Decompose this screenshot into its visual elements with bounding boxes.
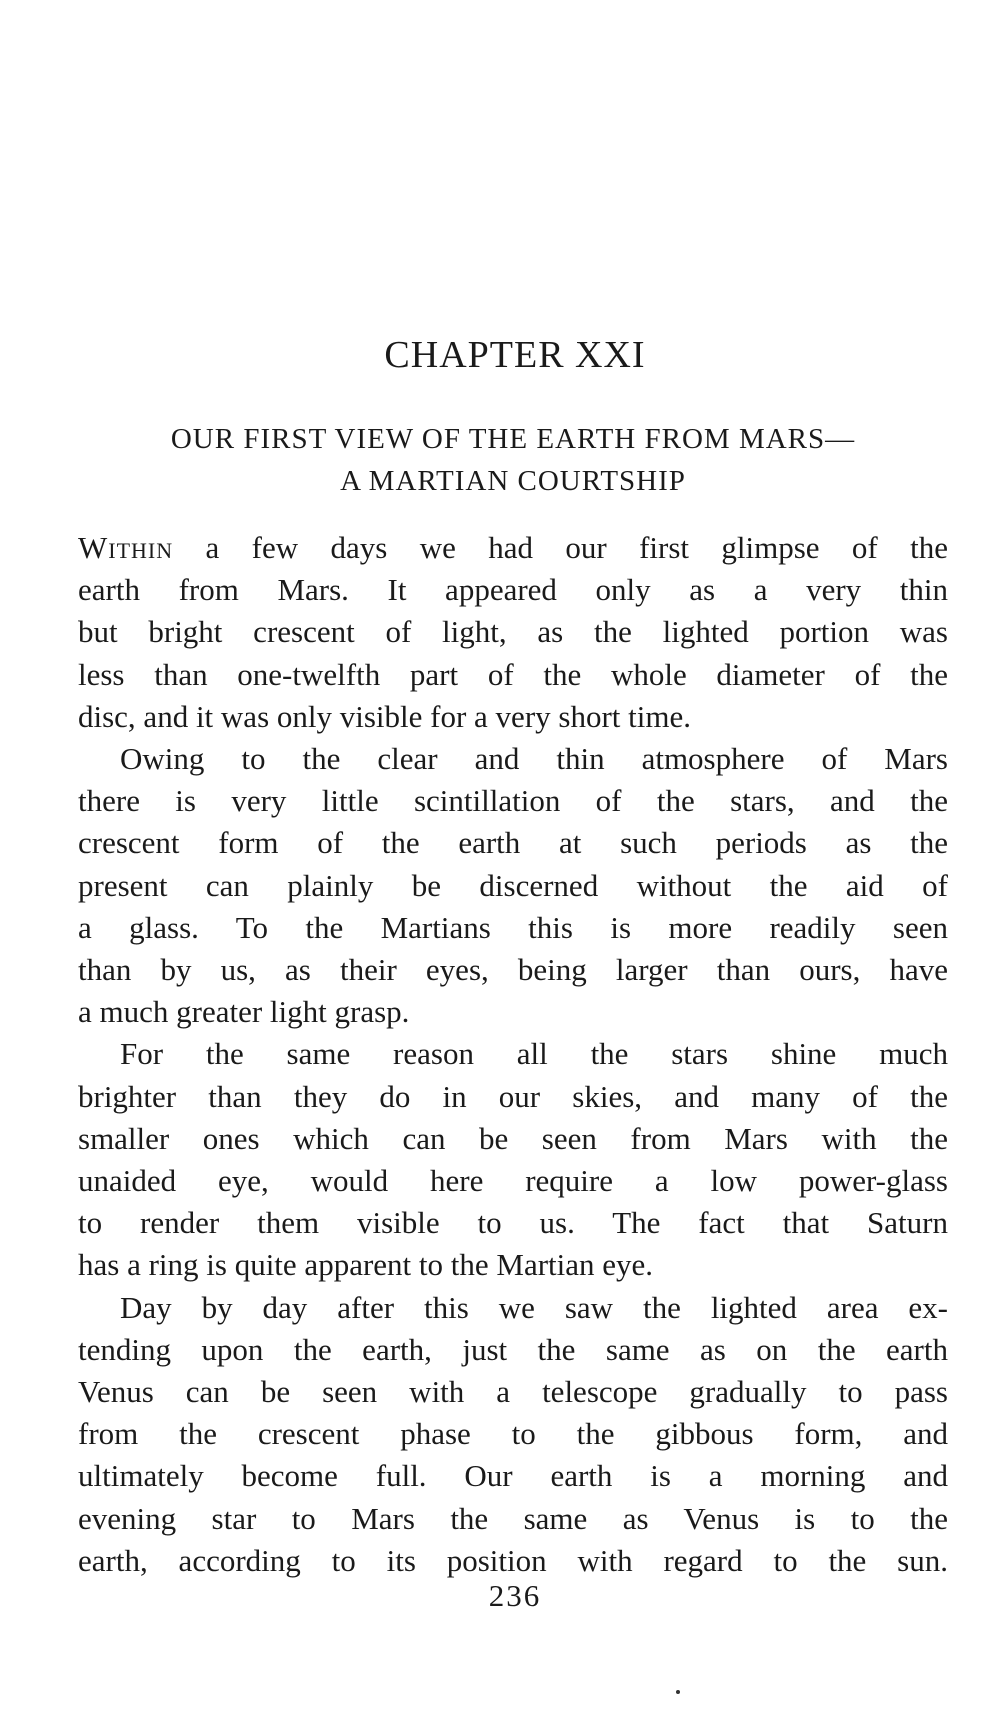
paragraph <box>78 1287 948 1582</box>
text-line: brighter than they do in our skies, and many of the <box>78 1078 948 1114</box>
text-line: Owing to the clear and thin atmosphere of Mars <box>120 741 948 777</box>
print-speck <box>676 1690 680 1694</box>
text-line: to render them visible to us. The fact that Saturn <box>78 1205 948 1241</box>
lead-word: Within <box>78 530 174 565</box>
text-line: unaided eye, would here require a low power-glass <box>78 1163 948 1199</box>
text-line: crescent form of the earth at such periods as the <box>78 825 948 861</box>
chapter-title: CHAPTER XXI <box>384 334 646 376</box>
chapter-subtitle <box>78 418 948 502</box>
paragraph <box>78 527 948 738</box>
paragraph <box>78 738 948 1033</box>
text-line: than by us, as their eyes, being larger than ours, have <box>78 952 948 988</box>
text-line: there is very little scintillation of the stars, and the <box>78 783 948 819</box>
text-line: For the same reason all the stars shine much <box>120 1036 948 1072</box>
chapter-body <box>78 527 948 1582</box>
text-line: Within a few days we had our first glimpse of the <box>78 530 948 565</box>
subtitle-line: OUR FIRST VIEW OF THE EARTH FROM MARS— <box>170 423 856 455</box>
page-number: 236 <box>488 1578 542 1613</box>
text-line: smaller ones which can be seen from Mars with the <box>78 1120 948 1156</box>
text-line: less than one-twelfth part of the whole diameter of the <box>78 656 948 692</box>
text-line: earth from Mars. It appeared only as a very thin <box>78 572 948 608</box>
text-line: has a ring is quite apparent to the Martian eye. <box>78 1247 654 1283</box>
text-line: tending upon the earth, just the same as on the earth <box>78 1331 948 1367</box>
text-line: present can plainly be discerned without the aid of <box>78 867 948 903</box>
text-line: a glass. To the Martians this is more readily seen <box>78 909 948 945</box>
text-line: disc, and it was only visible for a very short time. <box>78 698 691 734</box>
text-line: earth, according to its position with regard to the sun. <box>78 1542 948 1578</box>
subtitle-line: A MARTIAN COURTSHIP <box>340 465 686 497</box>
text-line: Day by day after this we saw the lighted area ex- <box>120 1289 948 1325</box>
text-line: but bright crescent of light, as the lighted portion was <box>78 614 948 650</box>
text-line: ultimately become full. Our earth is a morning and <box>78 1458 948 1494</box>
text-line: from the crescent phase to the gibbous form, and <box>78 1416 948 1452</box>
text-line: Venus can be seen with a telescope gradually to pass <box>78 1374 948 1410</box>
text-line: evening star to Mars the same as Venus is to the <box>78 1500 948 1536</box>
paragraph <box>78 1033 948 1286</box>
text-line: a much greater light grasp. <box>78 994 410 1030</box>
